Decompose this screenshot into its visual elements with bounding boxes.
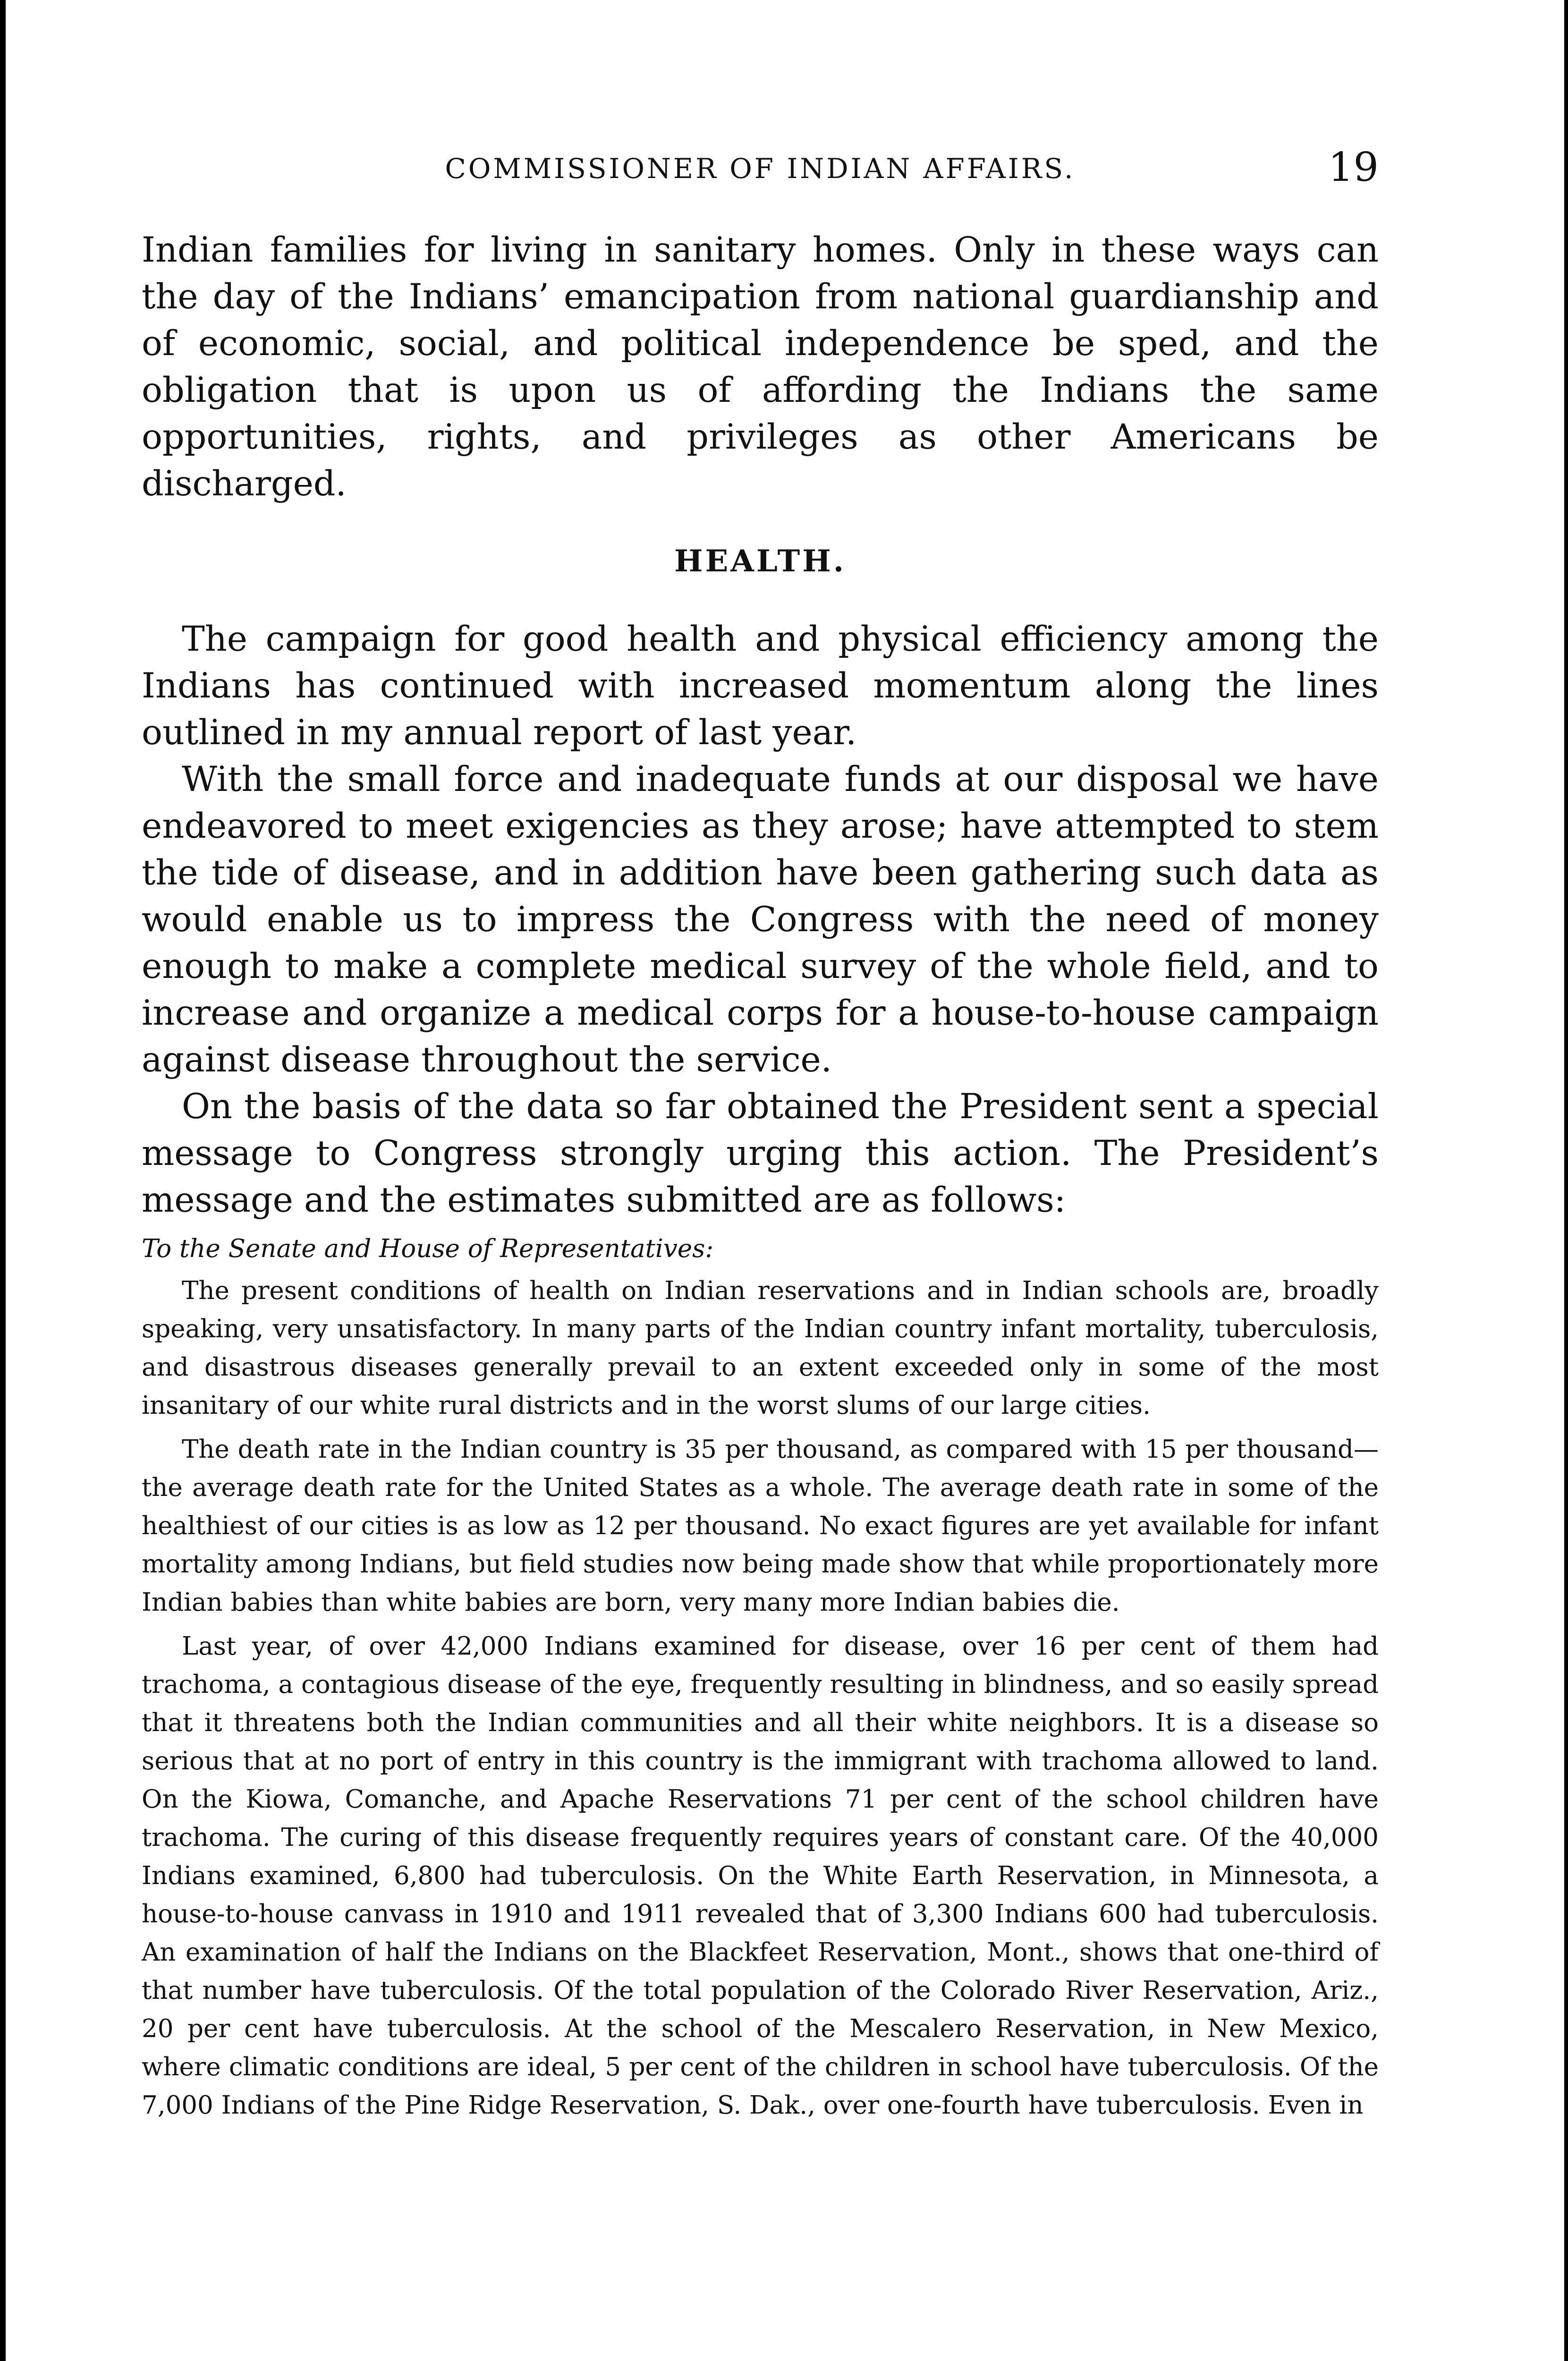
campaign-paragraph: The campaign for good health and physical efficiency among the Indians has continued with increased momentum along the lines outlined in my annual report of last year. [142,619,1379,753]
message-paragraph-trachoma-tuberculosis: Last year, of over 42,000 Indians examined for disease, over 16 per cent of them had trachoma, a contagious disease of the eye, frequently resulting in blindness, and so easily spread that it threatens both the Indian communities and all their white neighbors. It is a disease so serious that at no port of entry in this country is the immigrant with trachoma allowed to land. On the Kiowa, Comanche, and Apache Reservations 71 per cent of the school children have trachoma. The curing of this disease frequently requires years of constant care. Of the 40,000 Indians examined, 6,800 had tuberculosis. On the White Earth Reservation, in Minnesota, a house-to-house canvass in 1910 and 1911 revealed that of 3,300 Indians 600 had tuberculosis. An examination of half the Indians on the Blackfeet Reservation, Mont., shows that one-third of that number have tuberculosis. Of the total population of the Colorado River Reservation, Ariz., 20 per cent have tuberculosis. At the school of the Mescalero Reservation, in New Mexico, where climatic conditions are ideal, 5 per cent of the children in school have tuberculosis. Of the 7,000 Indians of the Pine Ridge Reservation, S. Dak., over one-fourth have tuberculosis. Even in [142,1632,1379,2120]
running-title: COMMISSIONER OF INDIAN AFFAIRS. [445,153,1076,185]
message-salutation: To the Senate and House of Representatives: [142,1234,714,1263]
scan-border-right [1564,0,1568,2361]
scan-border-left [0,0,6,2361]
page-number: 19 [1328,144,1379,190]
small-force-paragraph: With the small force and inadequate funds at our disposal we have endeavored to meet exigencies as they arose; have attempted to stem the tide of disease, and in addition have been gathering such data as would enable us to impress the Congress with the need of money enough to make a complete medical survey of the whole field, and to increase and organize a medical corps for a house-to-house campaign against disease throughout the service. [142,759,1379,1080]
opening-paragraph: Indian families for living in sanitary homes. Only in these ways can the day of the Indians’ emancipation from national guardianship and of economic, social, and political independence be sped, and the obligation that is upon us of affording the Indians the same opportunities, rights, and privileges as other Americans be discharged. [142,230,1379,504]
message-paragraph-death-rate: The death rate in the Indian country is 35 per thousand, as compared with 15 per thousand—the average death rate for the United States as a whole. The average death rate in some of the healthiest of our cities is as low as 12 per thousand. No exact figures are yet available for infant mortality among Indians, but field studies now being made show that while proportionately more Indian babies than white babies are born, very many more Indian babies die. [142,1435,1379,1617]
message-paragraph-conditions: The present conditions of health on Indian reservations and in Indian schools are, broadly speaking, very unsatisfactory. In many parts of the Indian country infant mortality, tuberculosis, and disastrous diseases generally prevail to an extent exceeded only in some of the most insanitary of our white rural districts and in the worst slums of our large cities. [142,1276,1379,1420]
running-head [142,144,1379,196]
basis-paragraph: On the basis of the data so far obtained the President sent a special message to Congress strongly urging this action. The President’s message and the estimates submitted are as follows: [142,1087,1379,1220]
section-heading-health: HEALTH. [674,544,847,579]
body-text [142,227,1379,2130]
document-page [142,0,1379,2361]
presidents-message [142,1272,1379,2124]
